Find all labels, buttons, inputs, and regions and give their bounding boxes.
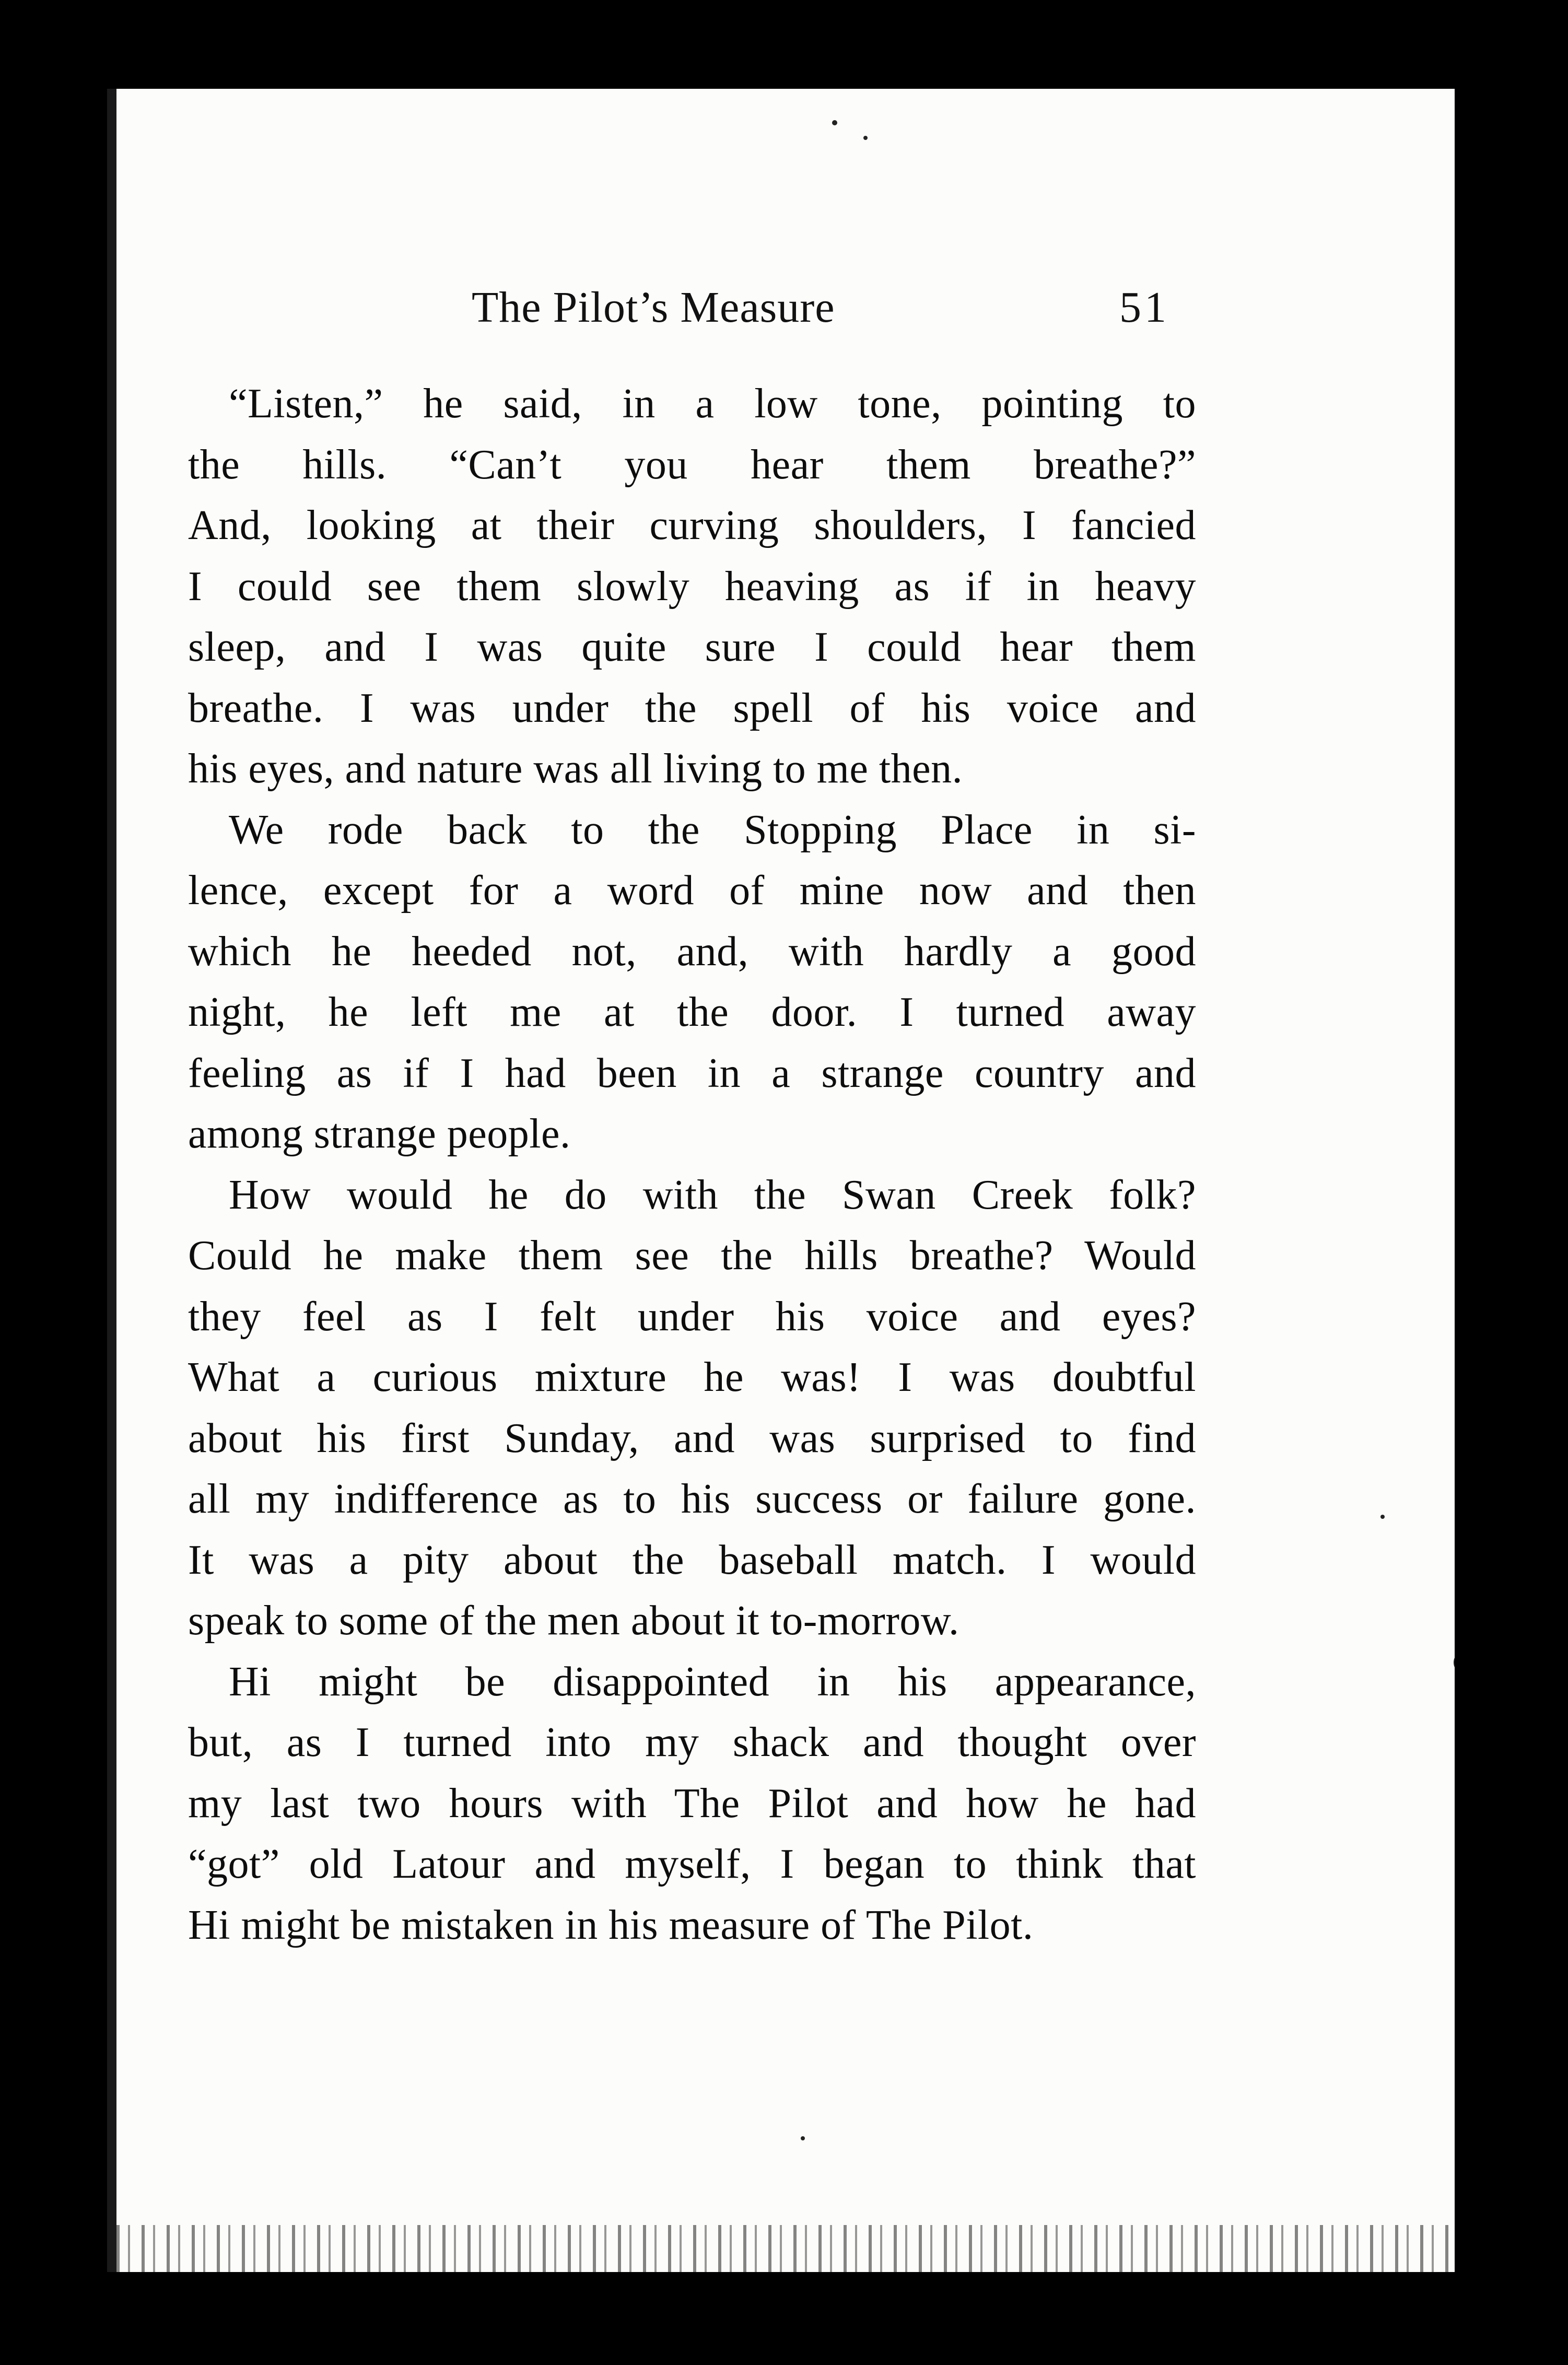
text-line: We rode back to the Stopping Place in si-	[229, 806, 1196, 853]
text-line: What a curious mixture he was! I was doubtful	[188, 1354, 1196, 1400]
text-line: which he heeded not, and, with hardly a good	[188, 928, 1196, 975]
text-line: speak to some of the men about it to-morrow.	[188, 1598, 959, 1644]
text-line: but, as I turned into my shack and thought over	[188, 1719, 1196, 1765]
scan-speck	[863, 136, 868, 140]
text-line: I could see them slowly heaving as if in heavy	[188, 563, 1196, 610]
text-line: night, he left me at the door. I turned away	[188, 989, 1196, 1035]
text-line: Could he make them see the hills breathe? Would	[188, 1233, 1196, 1279]
text-line: breathe. I was under the spell of his voice and	[188, 685, 1196, 731]
text-line: Hi might be mistaken in his measure of The Pilot.	[188, 1902, 1034, 1948]
scan-speck	[801, 2136, 805, 2140]
text-line: And, looking at their curving shoulders, I fancied	[188, 502, 1196, 548]
text-line: How would he do with the Swan Creek folk?	[229, 1172, 1196, 1218]
text-line: they feel as I felt under his voice and eyes?	[188, 1293, 1196, 1340]
scan-speck	[1454, 1656, 1455, 1669]
text-line: lence, except for a word of mine now and then	[188, 868, 1196, 914]
body-text	[188, 373, 1196, 1956]
text-line: about his first Sunday, and was surprised to find	[188, 1415, 1196, 1461]
text-line: among strange people.	[188, 1111, 571, 1157]
text-line: “Listen,” he said, in a low tone, pointing to	[229, 381, 1196, 427]
scan-speck	[1380, 1515, 1385, 1519]
text-line: all my indifference as to his success or failure gone.	[188, 1476, 1196, 1522]
scan-speck	[832, 120, 837, 125]
text-line: sleep, and I was quite sure I could hear them	[188, 624, 1196, 670]
text-line: his eyes, and nature was all living to me then.	[188, 746, 963, 792]
text-line: feeling as if I had been in a strange country and	[188, 1050, 1196, 1096]
text-line: “got” old Latour and myself, I began to think that	[188, 1841, 1196, 1887]
page-header	[116, 282, 1455, 339]
text-line: my last two hours with The Pilot and how he had	[188, 1780, 1196, 1827]
text-line: Hi might be disappointed in his appearance,	[229, 1658, 1196, 1705]
page-number: 51	[1119, 283, 1169, 332]
text-line: the hills. “Can’t you hear them breathe?”	[188, 441, 1196, 488]
book-page	[107, 89, 1455, 2272]
text-line: It was a pity about the baseball match. I would	[188, 1537, 1196, 1583]
running-title: The Pilot’s Measure	[472, 283, 835, 332]
